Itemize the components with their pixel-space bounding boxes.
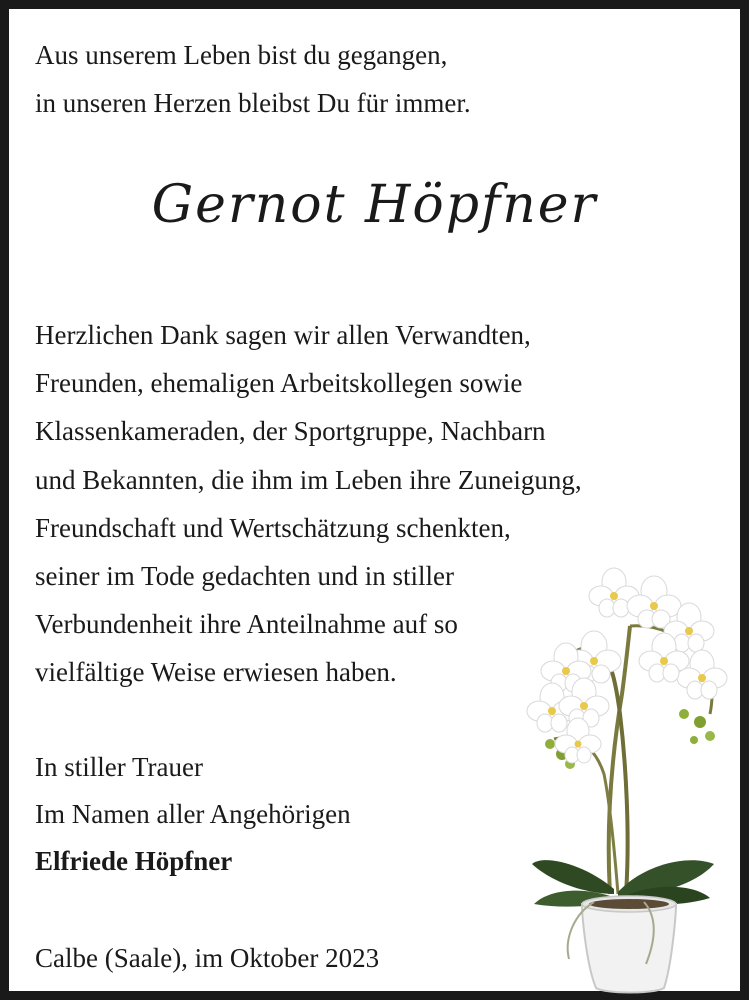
thanks-line: Verbundenheit ihre Anteilnahme auf so <box>35 609 458 640</box>
motto-line-2: in unseren Herzen bleibst Du für immer. <box>35 88 471 118</box>
motto-line-1: Aus unserem Leben bist du gegangen, <box>35 40 448 70</box>
deceased-name: Gernot Höpfner <box>151 175 598 235</box>
thanks-line: seiner im Tode gedachten und in stiller <box>35 560 455 591</box>
thanks-line: Herzlichen Dank sagen wir allen Verwandten, <box>35 320 531 350</box>
thanks-text <box>35 311 582 697</box>
thanks-line: Freundschaft und Wertschätzung schenkten, <box>35 512 511 543</box>
signer-name: Elfriede Höpfner <box>35 846 233 876</box>
thanks-line: und Bekannten, die ihm im Leben ihre Zuneigung, <box>35 464 582 495</box>
place-date: Calbe (Saale), im Oktober 2023 <box>35 943 380 973</box>
orchid-image <box>514 564 736 996</box>
thanks-line: Freunden, ehemaligen Arbeitskollegen sowie <box>35 368 523 399</box>
thanks-line: vielfältige Weise erwiesen haben. <box>35 657 397 688</box>
closing-line-2: Im Namen aller Angehörigen <box>35 799 351 829</box>
thanks-line: Klassenkameraden, der Sportgruppe, Nachbarn <box>35 416 546 447</box>
closing-line-1: In stiller Trauer <box>35 752 203 782</box>
closing-block <box>35 743 351 884</box>
motto <box>35 31 471 127</box>
